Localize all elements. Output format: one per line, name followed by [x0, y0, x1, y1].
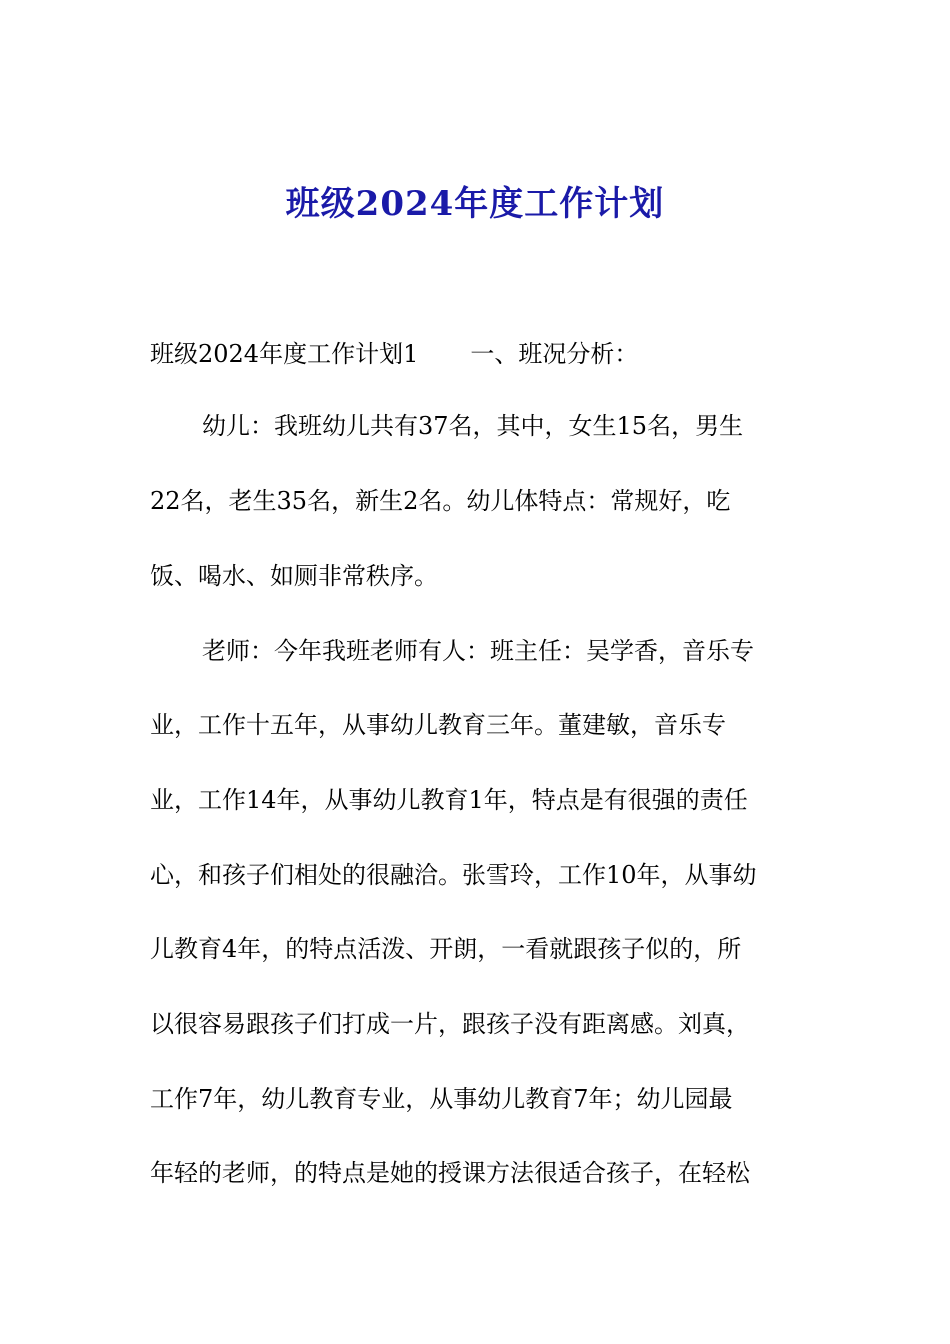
paragraph-line: 饭、喝水、如厕非常秩序。 — [150, 562, 438, 590]
paragraph-line: 幼儿：我班幼儿共有37名，其中，女生15名，男生 — [202, 412, 744, 440]
paragraph-line: 工作7年，幼儿教育专业，从事幼儿教育7年；幼儿园最 — [150, 1085, 733, 1113]
paragraph-line: 年轻的老师，的特点是她的授课方法很适合孩子，在轻松 — [150, 1159, 750, 1187]
intro-heading: 班级2024年度工作计划1 — [150, 340, 419, 368]
paragraph-line: 业，工作14年，从事幼儿教育1年，特点是有很强的责任 — [150, 786, 748, 814]
paragraph-line: 儿教育4年，的特点活泼、开朗，一看就跟孩子似的，所 — [150, 935, 742, 963]
document-title: 班级2024年度工作计划 — [285, 184, 665, 224]
section-heading: 一、班况分析： — [470, 340, 639, 368]
paragraph-line: 心，和孩子们相处的很融洽。张雪玲，工作10年，从事幼 — [150, 861, 757, 889]
paragraph-line: 22名，老生35名，新生2名。幼儿体特点：常规好，吃 — [150, 487, 731, 515]
heading-line — [150, 334, 810, 374]
paragraph-line: 业，工作十五年，从事幼儿教育三年。董建敏，音乐专 — [150, 711, 726, 739]
paragraph-line: 以很容易跟孩子们打成一片，跟孩子没有距离感。刘真， — [150, 1010, 750, 1038]
paragraph-line: 老师：今年我班老师有人：班主任：吴学香，音乐专 — [202, 637, 754, 665]
